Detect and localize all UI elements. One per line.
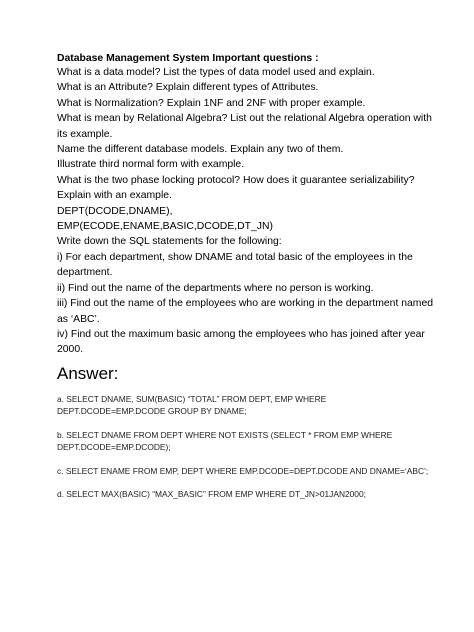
answer-item: c. SELECT ENAME FROM EMP, DEPT WHERE EMP.DCODE=DEPT.DCODE AND DNAME=‘ABC’; [57,465,429,476]
question-line: What is the two phase locking protocol? How does it guarantee serializability? [57,174,415,186]
question-line: Explain with an example. [57,190,172,202]
question-line: iii) Find out the name of the employees who are working in the department named as ‘ABC’. [57,298,434,325]
question-line: Illustrate third normal form with example. [57,159,245,171]
answer-item: d. SELECT MAX(BASIC) “MAX_BASIC” FROM EMP WHERE DT_JN>01JAN2000; [57,489,366,500]
question-line: i) For each department, show DNAME and total basic of the employees in the department. [57,251,413,279]
question-line: What is an Attribute? Explain different types of Attributes. [57,82,319,94]
document-heading: Database Management System Important questions : [57,53,319,64]
question-line: What is a data model? List the types of data model used and explain. [57,67,375,78]
answer-item: b. SELECT DNAME FROM DEPT WHERE NOT EXISTS (SELECT * FROM EMP WHERE DEPT.DCODE=EMP.DCODE); [57,429,393,452]
question-line: Name the different database models. Explain any two of them. [57,144,344,156]
answers-list [57,393,437,501]
questions-list [57,65,437,358]
question-line: DEPT(DCODE,DNAME), [57,205,173,217]
question-line: iv) Find out the maximum basic among the employees who has joined after year 2000. [57,328,425,356]
answer-item: a. SELECT DNAME, SUM(BASIC) “TOTAL” FROM DEPT, EMP WHERE DEPT.DCODE=EMP.DCODE GROUP BY DNAME; [57,393,327,416]
question-line: EMP(ECODE,ENAME,BASIC,DCODE,DT_JN) [57,221,273,233]
question-line: ii) Find out the name of the departments where no person is working. [57,282,374,294]
answer-title: Answer: [57,363,119,383]
question-line: What is mean by Relational Algebra? List out the relational Algebra operation with its example. [57,113,432,140]
document-page [57,52,437,512]
question-line: What is Normalization? Explain 1NF and 2NF with proper example. [57,97,366,109]
question-line: Write down the SQL statements for the following: [57,236,282,248]
